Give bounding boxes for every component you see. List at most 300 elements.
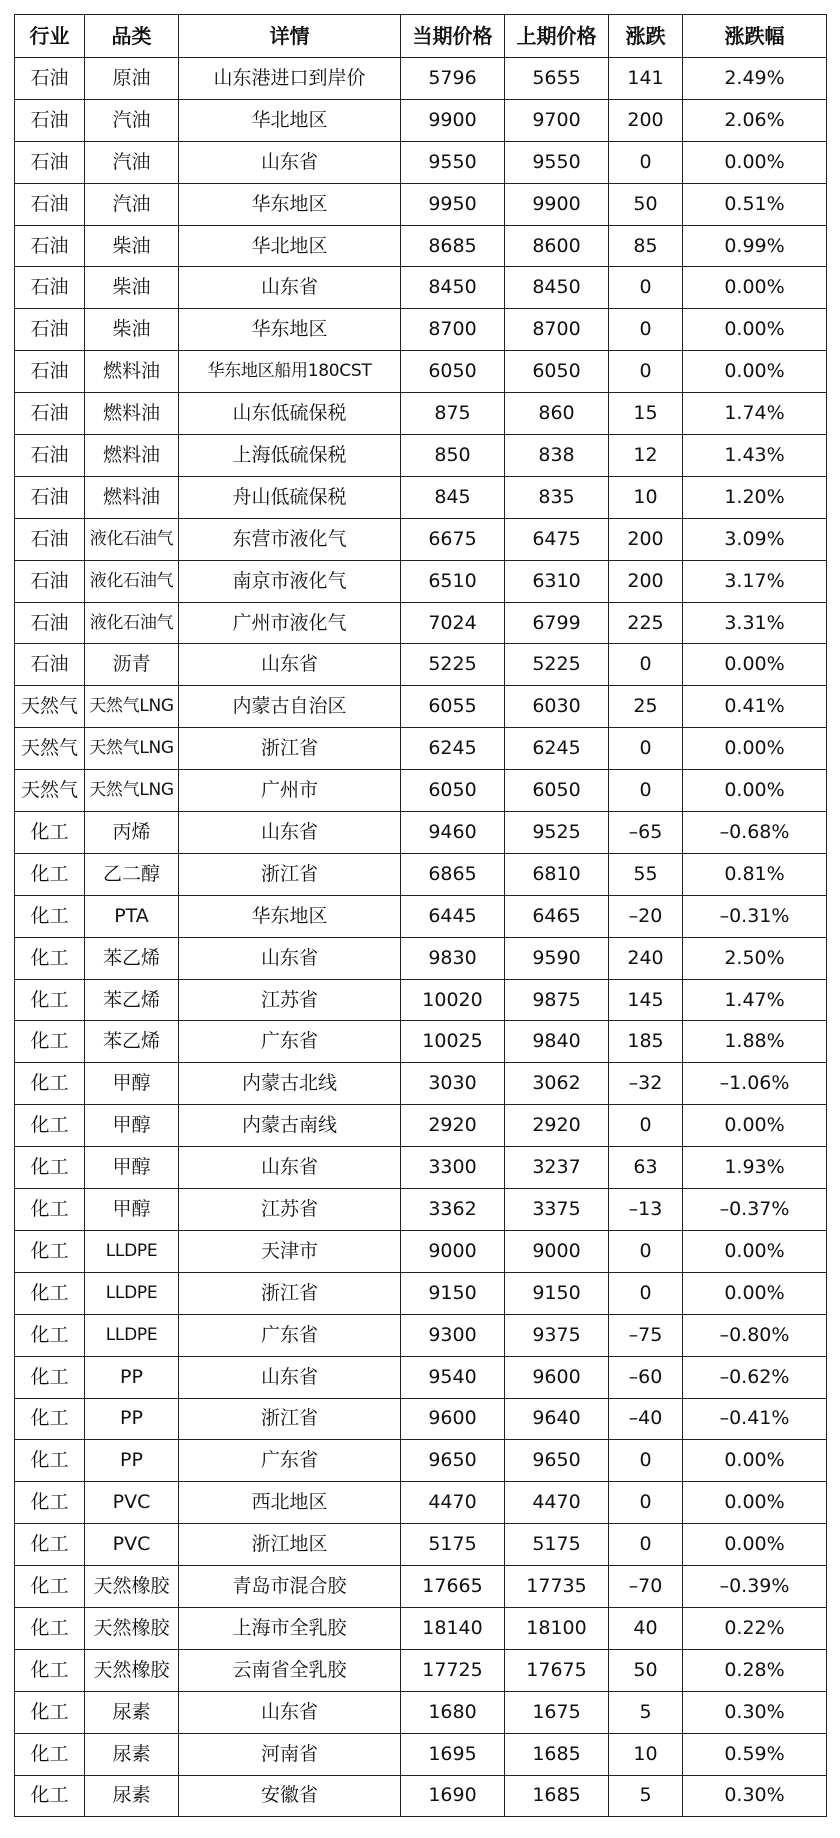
cell-change: 0	[609, 770, 683, 812]
cell-change: 5	[609, 1691, 683, 1733]
cell-category: 沥青	[85, 644, 179, 686]
table-row	[15, 225, 827, 267]
cell-current-price: 5225	[401, 644, 505, 686]
cell-change-percent: 1.74%	[683, 393, 827, 435]
cell-change: 185	[609, 1021, 683, 1063]
cell-change-percent: 0.00%	[683, 1230, 827, 1272]
table-row	[15, 58, 827, 100]
table-row	[15, 937, 827, 979]
cell-change-percent: 0.00%	[683, 1105, 827, 1147]
table-row	[15, 1607, 827, 1649]
cell-current-price: 6445	[401, 895, 505, 937]
cell-details: 华东地区	[179, 183, 401, 225]
table-row	[15, 895, 827, 937]
cell-current-price: 8450	[401, 267, 505, 309]
cell-details: 华北地区	[179, 225, 401, 267]
cell-change: –20	[609, 895, 683, 937]
cell-industry: 化工	[15, 1398, 85, 1440]
cell-current-price: 6055	[401, 686, 505, 728]
cell-previous-price: 9700	[505, 99, 609, 141]
cell-change-percent: –0.31%	[683, 895, 827, 937]
cell-previous-price: 9550	[505, 141, 609, 183]
cell-current-price: 3362	[401, 1189, 505, 1231]
cell-current-price: 1680	[401, 1691, 505, 1733]
cell-previous-price: 17735	[505, 1566, 609, 1608]
table-row	[15, 1063, 827, 1105]
cell-current-price: 10020	[401, 979, 505, 1021]
cell-change-percent: 1.88%	[683, 1021, 827, 1063]
cell-previous-price: 8450	[505, 267, 609, 309]
cell-previous-price: 5655	[505, 58, 609, 100]
cell-industry: 化工	[15, 812, 85, 854]
cell-industry: 化工	[15, 1272, 85, 1314]
cell-industry: 化工	[15, 1440, 85, 1482]
cell-previous-price: 9590	[505, 937, 609, 979]
cell-current-price: 6245	[401, 728, 505, 770]
cell-details: 山东省	[179, 141, 401, 183]
cell-industry: 石油	[15, 267, 85, 309]
cell-category: 苯乙烯	[85, 979, 179, 1021]
cell-change: –75	[609, 1314, 683, 1356]
cell-previous-price: 9375	[505, 1314, 609, 1356]
header-category: 品类	[85, 15, 179, 58]
cell-change-percent: 3.31%	[683, 602, 827, 644]
header-industry: 行业	[15, 15, 85, 58]
cell-details: 浙江省	[179, 728, 401, 770]
cell-change-percent: –0.62%	[683, 1356, 827, 1398]
table-row	[15, 1691, 827, 1733]
cell-change: 225	[609, 602, 683, 644]
table-row	[15, 99, 827, 141]
cell-change: 0	[609, 1440, 683, 1482]
cell-industry: 化工	[15, 1021, 85, 1063]
cell-change: 0	[609, 1482, 683, 1524]
cell-details: 广州市液化气	[179, 602, 401, 644]
cell-change-percent: 1.20%	[683, 476, 827, 518]
cell-details: 内蒙古自治区	[179, 686, 401, 728]
cell-category: 天然气LNG	[85, 728, 179, 770]
cell-industry: 石油	[15, 435, 85, 477]
cell-current-price: 1695	[401, 1733, 505, 1775]
header-details: 详情	[179, 15, 401, 58]
cell-details: 青岛市混合胶	[179, 1566, 401, 1608]
cell-current-price: 3300	[401, 1147, 505, 1189]
cell-previous-price: 8600	[505, 225, 609, 267]
cell-previous-price: 2920	[505, 1105, 609, 1147]
table-row	[15, 351, 827, 393]
cell-current-price: 18140	[401, 1607, 505, 1649]
cell-previous-price: 4470	[505, 1482, 609, 1524]
cell-industry: 化工	[15, 1314, 85, 1356]
cell-category: LLDPE	[85, 1272, 179, 1314]
cell-industry: 石油	[15, 644, 85, 686]
cell-details: 天津市	[179, 1230, 401, 1272]
cell-change-percent: 0.22%	[683, 1607, 827, 1649]
cell-category: 柴油	[85, 267, 179, 309]
cell-details: 山东港进口到岸价	[179, 58, 401, 100]
cell-change: 10	[609, 1733, 683, 1775]
cell-category: 汽油	[85, 99, 179, 141]
cell-change: 40	[609, 1607, 683, 1649]
table-row	[15, 1147, 827, 1189]
table-row	[15, 1775, 827, 1817]
cell-change-percent: 0.00%	[683, 728, 827, 770]
cell-category: PP	[85, 1440, 179, 1482]
cell-category: LLDPE	[85, 1230, 179, 1272]
table-row	[15, 979, 827, 1021]
table-row	[15, 267, 827, 309]
cell-change-percent: 0.00%	[683, 644, 827, 686]
cell-previous-price: 5175	[505, 1524, 609, 1566]
cell-details: 上海市全乳胶	[179, 1607, 401, 1649]
table-row	[15, 770, 827, 812]
cell-change: 200	[609, 560, 683, 602]
cell-previous-price: 18100	[505, 1607, 609, 1649]
cell-previous-price: 9000	[505, 1230, 609, 1272]
cell-change-percent: 1.47%	[683, 979, 827, 1021]
cell-industry: 石油	[15, 58, 85, 100]
cell-category: 甲醇	[85, 1063, 179, 1105]
cell-details: 华东地区船用180CST	[179, 351, 401, 393]
cell-details: 广州市	[179, 770, 401, 812]
cell-industry: 化工	[15, 1230, 85, 1272]
cell-previous-price: 9150	[505, 1272, 609, 1314]
cell-current-price: 2920	[401, 1105, 505, 1147]
cell-industry: 天然气	[15, 728, 85, 770]
table-row	[15, 602, 827, 644]
cell-category: 天然橡胶	[85, 1649, 179, 1691]
cell-change: 5	[609, 1775, 683, 1817]
cell-current-price: 5175	[401, 1524, 505, 1566]
cell-category: 原油	[85, 58, 179, 100]
cell-change: 200	[609, 518, 683, 560]
cell-industry: 石油	[15, 99, 85, 141]
table-row	[15, 1398, 827, 1440]
cell-industry: 化工	[15, 1649, 85, 1691]
cell-previous-price: 9875	[505, 979, 609, 1021]
cell-category: 苯乙烯	[85, 937, 179, 979]
cell-change: 63	[609, 1147, 683, 1189]
header-current-price: 当期价格	[401, 15, 505, 58]
cell-industry: 化工	[15, 979, 85, 1021]
price-table-container	[14, 14, 826, 1817]
table-row	[15, 1733, 827, 1775]
cell-category: 燃料油	[85, 435, 179, 477]
price-table	[14, 14, 827, 1817]
cell-previous-price: 3062	[505, 1063, 609, 1105]
cell-details: 浙江地区	[179, 1524, 401, 1566]
cell-current-price: 845	[401, 476, 505, 518]
cell-change-percent: 0.28%	[683, 1649, 827, 1691]
cell-current-price: 9460	[401, 812, 505, 854]
cell-industry: 石油	[15, 225, 85, 267]
table-row	[15, 1314, 827, 1356]
cell-details: 东营市液化气	[179, 518, 401, 560]
cell-change: –40	[609, 1398, 683, 1440]
cell-details: 华东地区	[179, 895, 401, 937]
table-row	[15, 518, 827, 560]
cell-previous-price: 6465	[505, 895, 609, 937]
cell-industry: 化工	[15, 1775, 85, 1817]
table-row	[15, 1566, 827, 1608]
cell-change: –65	[609, 812, 683, 854]
cell-change-percent: 0.00%	[683, 267, 827, 309]
cell-change: 25	[609, 686, 683, 728]
cell-change-percent: 2.49%	[683, 58, 827, 100]
cell-change-percent: 0.81%	[683, 853, 827, 895]
cell-current-price: 5796	[401, 58, 505, 100]
cell-industry: 化工	[15, 853, 85, 895]
cell-details: 浙江省	[179, 1398, 401, 1440]
cell-change-percent: 0.30%	[683, 1775, 827, 1817]
cell-category: 柴油	[85, 225, 179, 267]
table-row	[15, 853, 827, 895]
cell-industry: 化工	[15, 1691, 85, 1733]
cell-change-percent: 2.50%	[683, 937, 827, 979]
cell-current-price: 17725	[401, 1649, 505, 1691]
cell-details: 江苏省	[179, 1189, 401, 1231]
cell-change-percent: –0.41%	[683, 1398, 827, 1440]
cell-category: 尿素	[85, 1775, 179, 1817]
cell-previous-price: 8700	[505, 309, 609, 351]
cell-category: PTA	[85, 895, 179, 937]
cell-category: 燃料油	[85, 351, 179, 393]
cell-current-price: 7024	[401, 602, 505, 644]
cell-category: 液化石油气	[85, 560, 179, 602]
cell-previous-price: 17675	[505, 1649, 609, 1691]
cell-details: 西北地区	[179, 1482, 401, 1524]
cell-current-price: 17665	[401, 1566, 505, 1608]
table-header	[15, 15, 827, 58]
cell-previous-price: 838	[505, 435, 609, 477]
cell-change: 15	[609, 393, 683, 435]
cell-industry: 化工	[15, 1105, 85, 1147]
cell-current-price: 9000	[401, 1230, 505, 1272]
cell-category: PP	[85, 1398, 179, 1440]
cell-change: 0	[609, 351, 683, 393]
cell-current-price: 9950	[401, 183, 505, 225]
cell-change: 0	[609, 728, 683, 770]
cell-change-percent: 0.41%	[683, 686, 827, 728]
cell-change: 0	[609, 1272, 683, 1314]
cell-change: 50	[609, 183, 683, 225]
cell-change-percent: –0.68%	[683, 812, 827, 854]
table-row	[15, 1356, 827, 1398]
table-row	[15, 476, 827, 518]
cell-current-price: 875	[401, 393, 505, 435]
cell-previous-price: 3237	[505, 1147, 609, 1189]
cell-details: 江苏省	[179, 979, 401, 1021]
cell-industry: 石油	[15, 602, 85, 644]
cell-details: 山东省	[179, 937, 401, 979]
cell-category: 液化石油气	[85, 602, 179, 644]
cell-industry: 化工	[15, 1607, 85, 1649]
cell-industry: 天然气	[15, 686, 85, 728]
table-body	[15, 58, 827, 1817]
table-row	[15, 1524, 827, 1566]
cell-industry: 石油	[15, 476, 85, 518]
cell-details: 华东地区	[179, 309, 401, 351]
cell-current-price: 9600	[401, 1398, 505, 1440]
cell-previous-price: 9900	[505, 183, 609, 225]
cell-industry: 化工	[15, 1063, 85, 1105]
cell-previous-price: 6310	[505, 560, 609, 602]
cell-details: 广东省	[179, 1314, 401, 1356]
cell-category: PVC	[85, 1482, 179, 1524]
cell-category: 液化石油气	[85, 518, 179, 560]
cell-category: PP	[85, 1356, 179, 1398]
cell-change: 10	[609, 476, 683, 518]
cell-change-percent: 0.51%	[683, 183, 827, 225]
cell-industry: 石油	[15, 351, 85, 393]
cell-category: 天然气LNG	[85, 770, 179, 812]
table-row	[15, 309, 827, 351]
cell-category: 天然橡胶	[85, 1607, 179, 1649]
cell-change-percent: 0.99%	[683, 225, 827, 267]
cell-previous-price: 1675	[505, 1691, 609, 1733]
cell-change: 0	[609, 309, 683, 351]
cell-industry: 天然气	[15, 770, 85, 812]
cell-details: 广东省	[179, 1440, 401, 1482]
cell-details: 浙江省	[179, 853, 401, 895]
cell-change-percent: 0.00%	[683, 770, 827, 812]
cell-change: 55	[609, 853, 683, 895]
cell-current-price: 9550	[401, 141, 505, 183]
table-row	[15, 1649, 827, 1691]
cell-current-price: 9300	[401, 1314, 505, 1356]
cell-change: 50	[609, 1649, 683, 1691]
cell-current-price: 6865	[401, 853, 505, 895]
cell-industry: 化工	[15, 1147, 85, 1189]
cell-change-percent: 0.00%	[683, 351, 827, 393]
cell-change: 145	[609, 979, 683, 1021]
cell-industry: 石油	[15, 309, 85, 351]
cell-industry: 石油	[15, 393, 85, 435]
cell-change: –60	[609, 1356, 683, 1398]
cell-previous-price: 6810	[505, 853, 609, 895]
table-row	[15, 1189, 827, 1231]
table-row	[15, 812, 827, 854]
cell-details: 山东省	[179, 267, 401, 309]
table-row	[15, 644, 827, 686]
cell-previous-price: 9650	[505, 1440, 609, 1482]
cell-change: –13	[609, 1189, 683, 1231]
cell-previous-price: 9600	[505, 1356, 609, 1398]
cell-current-price: 6510	[401, 560, 505, 602]
cell-details: 山东省	[179, 1147, 401, 1189]
cell-change: 200	[609, 99, 683, 141]
cell-category: 汽油	[85, 141, 179, 183]
cell-details: 山东低硫保税	[179, 393, 401, 435]
cell-previous-price: 6050	[505, 351, 609, 393]
cell-category: 尿素	[85, 1691, 179, 1733]
table-row	[15, 560, 827, 602]
cell-previous-price: 3375	[505, 1189, 609, 1231]
cell-change-percent: 0.59%	[683, 1733, 827, 1775]
cell-category: 苯乙烯	[85, 1021, 179, 1063]
cell-industry: 化工	[15, 895, 85, 937]
cell-category: 天然橡胶	[85, 1566, 179, 1608]
cell-current-price: 8700	[401, 309, 505, 351]
cell-change: 0	[609, 644, 683, 686]
cell-previous-price: 1685	[505, 1775, 609, 1817]
cell-category: 甲醇	[85, 1105, 179, 1147]
cell-previous-price: 6475	[505, 518, 609, 560]
table-row	[15, 1105, 827, 1147]
cell-previous-price: 835	[505, 476, 609, 518]
cell-change: 141	[609, 58, 683, 100]
cell-category: 燃料油	[85, 476, 179, 518]
cell-industry: 化工	[15, 1356, 85, 1398]
cell-change: 0	[609, 1524, 683, 1566]
cell-category: 天然气LNG	[85, 686, 179, 728]
cell-current-price: 10025	[401, 1021, 505, 1063]
cell-current-price: 9540	[401, 1356, 505, 1398]
cell-change-percent: –0.39%	[683, 1566, 827, 1608]
cell-industry: 石油	[15, 141, 85, 183]
table-row	[15, 686, 827, 728]
cell-industry: 石油	[15, 183, 85, 225]
cell-current-price: 8685	[401, 225, 505, 267]
cell-current-price: 1690	[401, 1775, 505, 1817]
table-row	[15, 435, 827, 477]
cell-details: 安徽省	[179, 1775, 401, 1817]
cell-details: 山东省	[179, 1356, 401, 1398]
cell-category: PVC	[85, 1524, 179, 1566]
cell-change-percent: –1.06%	[683, 1063, 827, 1105]
cell-change-percent: 3.09%	[683, 518, 827, 560]
cell-previous-price: 9525	[505, 812, 609, 854]
cell-change: –70	[609, 1566, 683, 1608]
cell-industry: 化工	[15, 1566, 85, 1608]
cell-category: 柴油	[85, 309, 179, 351]
cell-current-price: 9900	[401, 99, 505, 141]
cell-change-percent: 1.43%	[683, 435, 827, 477]
cell-category: LLDPE	[85, 1314, 179, 1356]
cell-previous-price: 6030	[505, 686, 609, 728]
cell-details: 南京市液化气	[179, 560, 401, 602]
cell-category: 甲醇	[85, 1147, 179, 1189]
table-row	[15, 393, 827, 435]
cell-current-price: 6050	[401, 770, 505, 812]
header-change: 涨跌	[609, 15, 683, 58]
cell-category: 丙烯	[85, 812, 179, 854]
cell-industry: 化工	[15, 1482, 85, 1524]
cell-category: 尿素	[85, 1733, 179, 1775]
cell-details: 山东省	[179, 644, 401, 686]
cell-category: 燃料油	[85, 393, 179, 435]
table-row	[15, 1230, 827, 1272]
cell-change-percent: 0.00%	[683, 309, 827, 351]
cell-previous-price: 6799	[505, 602, 609, 644]
cell-current-price: 9150	[401, 1272, 505, 1314]
header-row	[15, 15, 827, 58]
cell-details: 广东省	[179, 1021, 401, 1063]
table-row	[15, 1482, 827, 1524]
cell-change: 0	[609, 267, 683, 309]
table-row	[15, 1021, 827, 1063]
cell-details: 河南省	[179, 1733, 401, 1775]
cell-previous-price: 5225	[505, 644, 609, 686]
cell-change: 240	[609, 937, 683, 979]
cell-industry: 化工	[15, 1189, 85, 1231]
cell-previous-price: 6050	[505, 770, 609, 812]
cell-change-percent: 0.00%	[683, 1524, 827, 1566]
cell-current-price: 3030	[401, 1063, 505, 1105]
cell-category: 乙二醇	[85, 853, 179, 895]
cell-change-percent: 2.06%	[683, 99, 827, 141]
header-previous-price: 上期价格	[505, 15, 609, 58]
